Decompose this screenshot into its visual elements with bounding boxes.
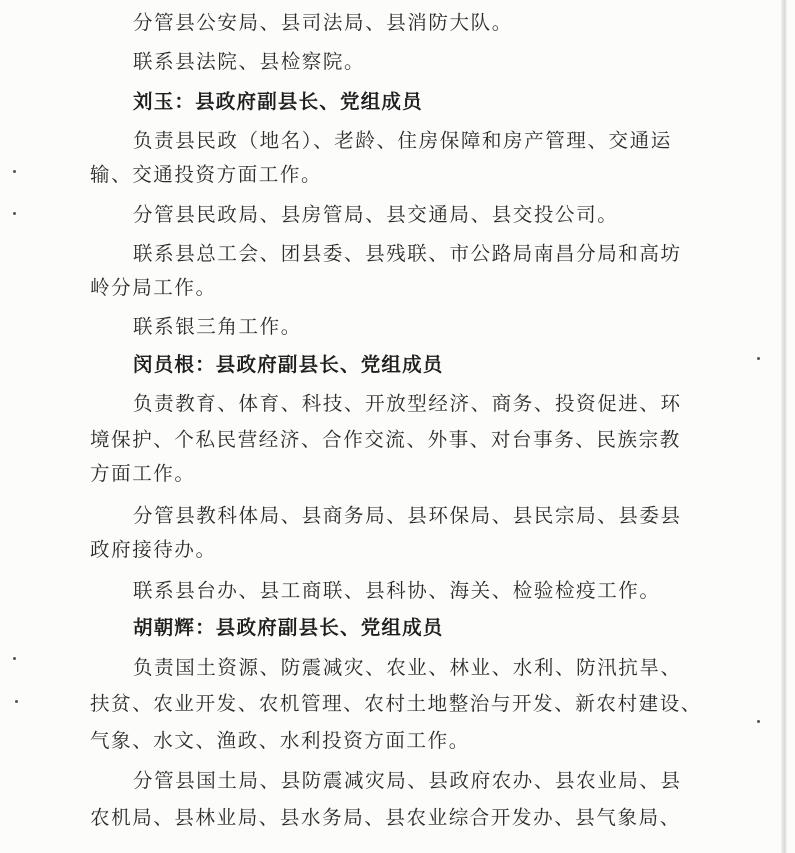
paragraph-line: 境保护、个私民营经济、合作交流、外事、对台事务、民族宗教	[90, 428, 681, 451]
scan-speck	[15, 700, 18, 703]
paragraph-line: 扶贫、农业开发、农机管理、农村土地整治与开发、新农村建设、	[90, 692, 702, 715]
paragraph-line: 负责国土资源、防震减灾、农业、林业、水利、防汛抗旱、	[133, 656, 682, 679]
paragraph-line: 联系县法院、县检察院。	[133, 50, 366, 73]
paragraph-line: 气象、水文、渔政、水利投资方面工作。	[90, 729, 470, 752]
official-heading: 刘玉：县政府副县长、党组成员	[133, 90, 423, 113]
scan-speck	[13, 212, 16, 215]
paragraph-line: 分管县国土局、县防震减灾局、县政府农办、县农业局、县	[133, 769, 682, 792]
paragraph-line: 分管县教科体局、县商务局、县环保局、县民宗局、县委县	[133, 504, 682, 527]
paragraph-line: 输、交通投资方面工作。	[90, 163, 323, 186]
official-heading: 胡朝辉：县政府副县长、党组成员	[133, 616, 444, 639]
paragraph-line: 负责教育、体育、科技、开放型经济、商务、投资促进、环	[133, 392, 682, 415]
scan-speck	[757, 720, 760, 723]
scan-speck	[13, 170, 16, 173]
official-heading: 闵员根：县政府副县长、党组成员	[133, 353, 444, 376]
scan-speck	[757, 357, 760, 360]
page-edge-shadow	[781, 0, 787, 853]
paragraph-line: 农机局、县林业局、县水务局、县农业综合开发办、县气象局、	[90, 806, 681, 829]
paragraph-line: 方面工作。	[90, 462, 196, 485]
scan-speck	[13, 657, 16, 660]
paragraph-line: 岭分局工作。	[90, 276, 217, 299]
paragraph-line: 政府接待办。	[90, 538, 217, 561]
paragraph-line: 分管县公安局、县司法局、县消防大队。	[133, 11, 513, 34]
paragraph-line: 联系县台办、县工商联、县科协、海关、检验检疫工作。	[133, 579, 661, 602]
paragraph-line: 联系县总工会、团县委、县残联、市公路局南昌分局和高坊	[133, 242, 682, 265]
paragraph-line: 负责县民政（地名）、老龄、住房保障和房产管理、交通运	[133, 129, 672, 152]
paragraph-line: 联系银三角工作。	[133, 315, 302, 338]
paragraph-line: 分管县民政局、县房管局、县交通局、县交投公司。	[133, 203, 619, 226]
